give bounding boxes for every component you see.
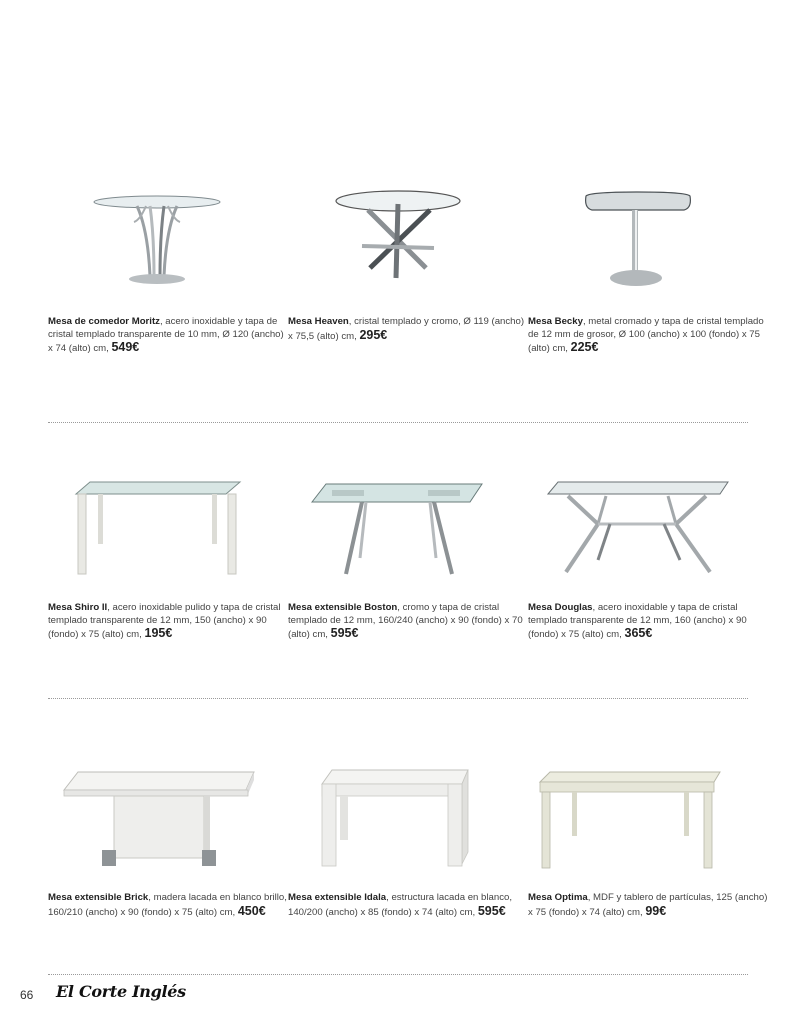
product-description-moritz — [48, 316, 288, 356]
product-description-becky — [528, 316, 768, 356]
product-details: , cristal templado y cromo, Ø 119 (ancho) x 75,5 (alto) cm, — [288, 316, 525, 342]
product-name: Mesa Douglas — [528, 602, 593, 613]
product-price: 195€ — [144, 626, 173, 641]
product-description-brick — [48, 892, 288, 919]
product-image-brick — [62, 768, 256, 872]
product-name: Mesa de comedor Moritz — [48, 316, 160, 327]
row-divider — [48, 422, 748, 423]
product-description-optima — [528, 892, 768, 919]
product-details: , cromo y tapa de cristal templado de 12 mm, 160/240 (ancho) x 90 (fondo) x 70 (alto) cm, — [288, 602, 523, 641]
brand-logo: El Corte Inglés — [56, 982, 186, 1001]
product-image-boston — [310, 478, 486, 578]
product-name: Mesa Becky — [528, 316, 583, 327]
product-description-heaven — [288, 316, 528, 343]
product-details: , madera lacada en blanco brillo, 160/210 (ancho) x 90 (fondo) x 75 (alto) cm, — [48, 892, 287, 918]
page-number: 66 — [20, 988, 34, 1002]
product-details: , acero inoxidable y tapa de cristal templado transparente de 12 mm, 160 (ancho) x 90 (fondo) x 75 (alto) cm, — [528, 602, 747, 641]
product-image-shiro-ii — [72, 476, 244, 580]
product-details: , MDF y tablero de partículas, 125 (ancho) x 75 (fondo) x 74 (alto) cm, — [528, 892, 768, 918]
product-price: 595€ — [330, 626, 359, 641]
product-description-boston — [288, 602, 528, 642]
product-name: Mesa Heaven — [288, 316, 349, 327]
product-image-heaven — [330, 186, 466, 286]
product-price: 595€ — [477, 903, 506, 918]
row-divider — [48, 698, 748, 699]
product-name: Mesa extensible Boston — [288, 602, 398, 613]
product-details: , estructura lacada en blanco, 140/200 (ancho) x 85 (fondo) x 74 (alto) cm, — [288, 892, 512, 918]
product-details: , acero inoxidable pulido y tapa de cristal templado transparente de 12 mm, 150 (ancho) x 90 (fondo) x 75 (alto) cm, — [48, 602, 281, 641]
product-price: 450€ — [237, 903, 266, 918]
product-name: Mesa Optima — [528, 892, 588, 903]
product-details: , acero inoxidable y tapa de cristal templado transparente de 10 mm, Ø 120 (ancho) x 74 (alto) cm, — [48, 316, 284, 355]
product-description-idala — [288, 892, 528, 919]
product-name: Mesa extensible Brick — [48, 892, 149, 903]
product-name: Mesa extensible Idala — [288, 892, 387, 903]
product-price: 295€ — [359, 327, 388, 342]
product-details: , metal cromado y tapa de cristal templado de 12 mm de grosor, Ø 100 (ancho) x 100 (fondo) x 75 (alto) cm, — [528, 316, 764, 355]
product-image-optima — [536, 768, 724, 872]
product-image-moritz — [90, 180, 224, 288]
product-description-douglas — [528, 602, 768, 642]
product-price: 549€ — [111, 340, 140, 355]
product-price: 365€ — [624, 626, 653, 641]
footer-divider — [48, 974, 748, 975]
product-price: 99€ — [645, 903, 667, 918]
product-price: 225€ — [570, 340, 599, 355]
product-image-becky — [580, 190, 696, 290]
product-name: Mesa Shiro II — [48, 602, 108, 613]
product-image-douglas — [546, 478, 730, 578]
product-description-shiro-ii — [48, 602, 288, 642]
product-image-idala — [320, 768, 472, 868]
